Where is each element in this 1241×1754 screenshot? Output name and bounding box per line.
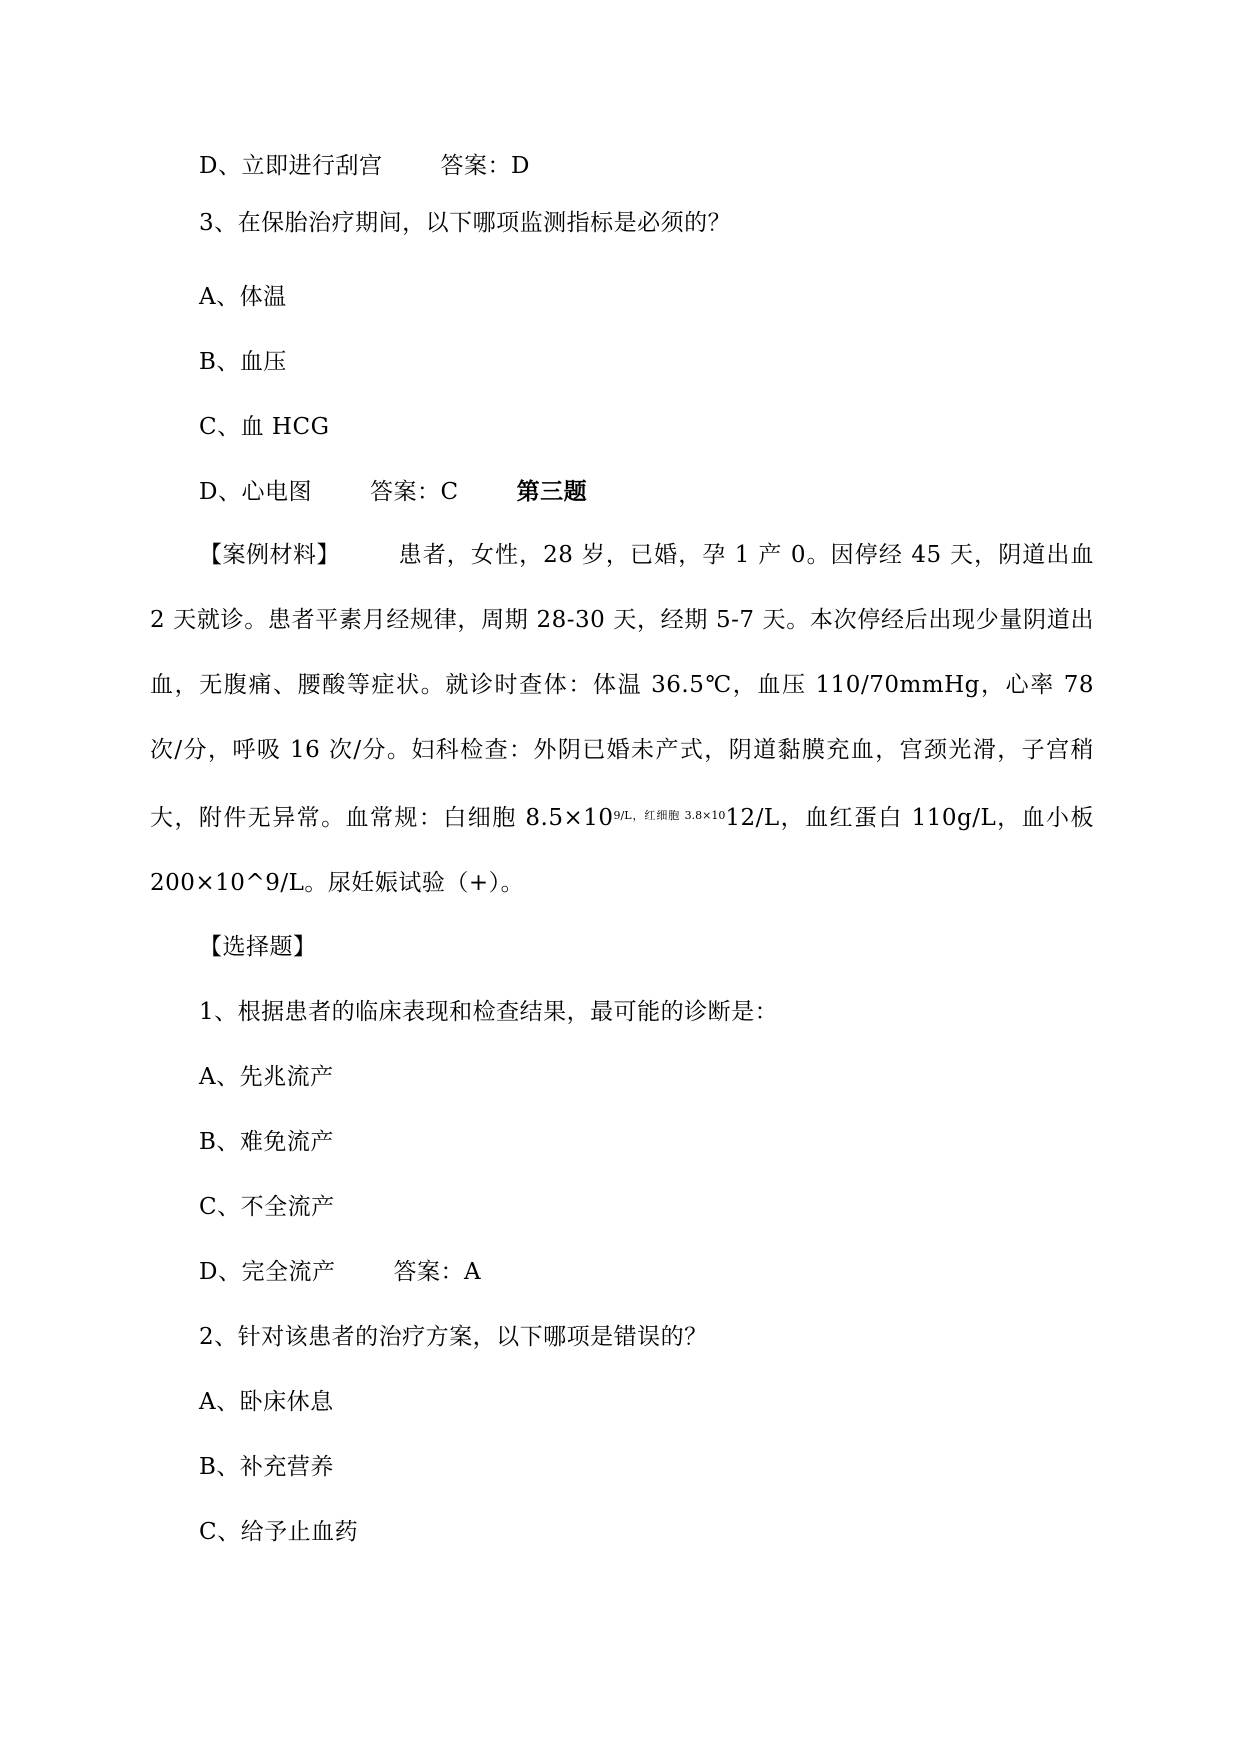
option-b: B、补充营养 [199, 1454, 334, 1480]
option-b: B、血压 [199, 349, 287, 375]
choice-section-label: 【选择题】 [199, 934, 317, 960]
option-c: C、不全流产 [199, 1194, 335, 1220]
option-text: D、立即进行刮宫 [199, 153, 383, 179]
case-text-part2: 12/L，血红蛋白 110g/L，血小板 200×10^9/L。尿妊娠试验（+）。 [150, 805, 1095, 896]
question-2: 2、针对该患者的治疗方案，以下哪项是错误的？ [199, 1324, 708, 1350]
question-3: 3、在保胎治疗期间，以下哪项监测指标是必须的？ [199, 210, 732, 236]
option-line-d [199, 1256, 481, 1288]
answer-text: 答案：A [393, 1259, 482, 1285]
case-material-paragraph [150, 523, 1094, 916]
section-title: 第三题 [516, 479, 588, 505]
answer-text: 答案：C [369, 479, 459, 505]
option-a: A、体温 [199, 284, 287, 310]
answer-text: 答案：D [440, 153, 530, 179]
option-line-d-with-section [199, 476, 587, 508]
case-text-part1: 患者，女性，28 岁，已婚，孕 1 产 0。因停经 45 天，阴道出血 2 天就诊。患者平素月经规律，周期 28-30 天，经期 5-7 天。本次停经后出现少量阴道出血，无腹痛、腰酸等症状。就诊时查体：体温 36.5℃，血压 110/70mmHg，心率 78 次/分，呼吸 16 次/分。妇科检查：外阴已婚未产式，阴道黏膜充血，宫颈光滑，子宫稍大，附件无异常。血常规：白细胞 8.5×10 [150, 542, 1094, 831]
option-a: A、卧床休息 [199, 1389, 334, 1415]
case-label: 【案例材料】 [199, 542, 340, 568]
option-b: B、难免流产 [199, 1129, 334, 1155]
option-line-d [199, 150, 530, 182]
option-c: C、给予止血药 [199, 1519, 359, 1545]
case-tiny-text: 9/L，红细胞 3.8×10 [613, 809, 726, 822]
question-1: 1、根据患者的临床表现和检查结果，最可能的诊断是： [199, 999, 779, 1025]
option-c: C、血 HCG [199, 414, 330, 440]
option-a: A、先兆流产 [199, 1064, 334, 1090]
option-text: D、心电图 [199, 479, 312, 505]
option-text: D、完全流产 [199, 1259, 336, 1285]
